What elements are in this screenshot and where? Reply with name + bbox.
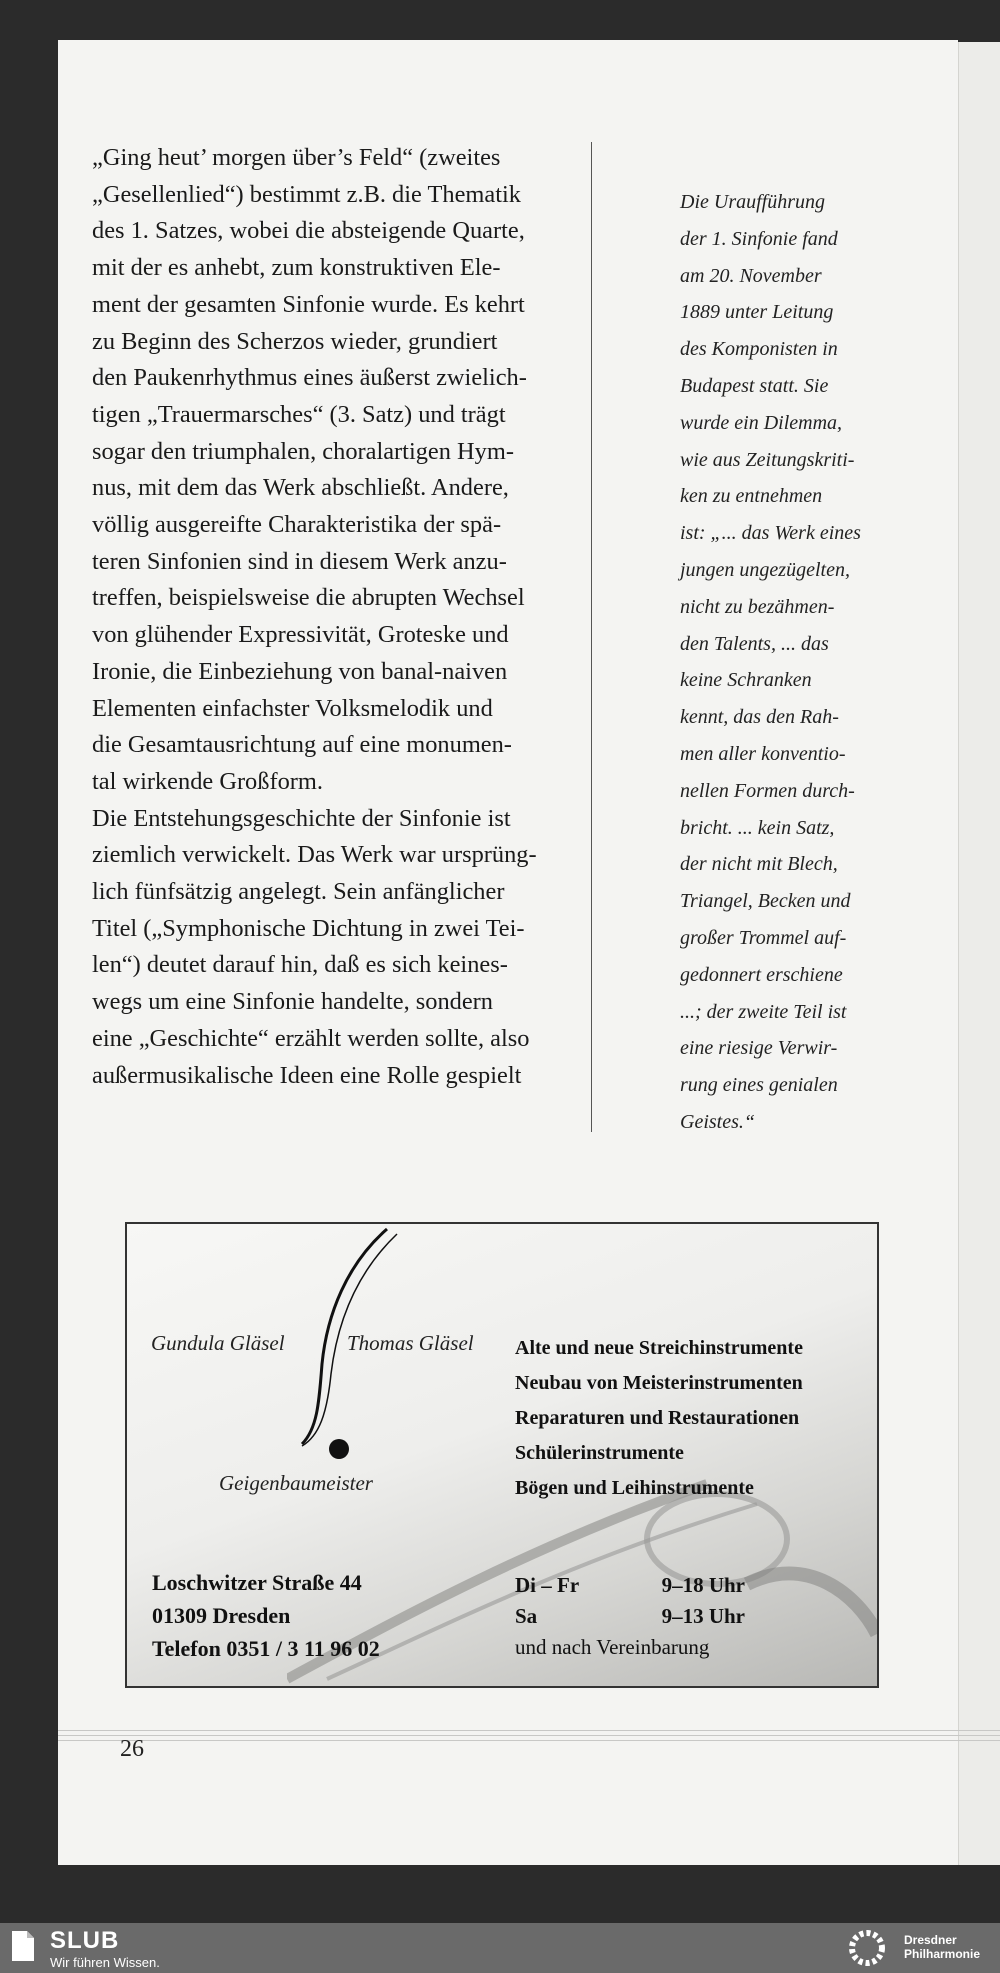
- text-line: von glühender Expressivität, Groteske und: [92, 621, 509, 649]
- sidenote-line: 1889 unter Leitung: [680, 301, 834, 324]
- sidenote-line: ken zu entnehmen: [680, 485, 823, 508]
- street: Loschwitzer Straße 44: [152, 1570, 362, 1595]
- sidenote-line: men aller konventio-: [680, 742, 846, 765]
- text-line: „Ging heut’ morgen über’s Feld“ (zweites: [92, 144, 501, 171]
- text-line: die Gesamtausrichtung auf eine monumen-: [92, 731, 512, 759]
- partner-line1: Dresdner: [904, 1933, 957, 1947]
- text-line: sogar den triumphalen, choralartigen Hym-: [92, 437, 514, 465]
- text-line: des 1. Satzes, wobei die absteigende Quarte,: [92, 217, 525, 245]
- column-divider: [591, 142, 592, 1132]
- service-item: Bögen und Leihinstrumente: [515, 1477, 754, 1499]
- text-line: tigen „Trauermarsches“ (3. Satz) und trägt: [92, 400, 506, 428]
- text-line: ment der gesamten Sinfonie wurde. Es kehrt: [92, 290, 525, 318]
- city: 01309 Dresden: [152, 1603, 291, 1628]
- viewer-footer-bar: [0, 1923, 1000, 1973]
- sidenote-line: ist: „... das Werk eines: [680, 522, 861, 545]
- profession: Geigenbaumeister: [219, 1471, 373, 1495]
- text-line: len“) deutet darauf hin, daß es sich keines-: [92, 951, 508, 979]
- opening-hours: [515, 1570, 745, 1663]
- page-number: 26: [120, 1736, 144, 1762]
- sidenote-line: nellen Formen durch-: [680, 779, 855, 802]
- text-line: den Paukenrhythmus eines äußerst zwielich-: [92, 364, 527, 392]
- sidenote-line: keine Schranken: [680, 669, 812, 692]
- sidenote-line: eine riesige Verwir-: [680, 1037, 838, 1060]
- text-line: treffen, beispielsweise die abrupten Wechsel: [92, 584, 525, 612]
- text-line: eine „Geschichte“ erzählt werden sollte, also: [92, 1024, 530, 1052]
- services-list: [515, 1331, 803, 1506]
- brand-name[interactable]: SLUB: [50, 1927, 120, 1954]
- text-line: lich fünfsätzig angelegt. Sein anfänglicher: [92, 878, 505, 906]
- text-line: Ironie, die Einbeziehung von banal-naiven: [92, 657, 508, 685]
- sidenote-line: Die Uraufführung: [680, 191, 825, 213]
- saturday-time: 9–13 Uhr: [661, 1604, 745, 1628]
- brand-tagline: Wir führen Wissen.: [50, 1955, 160, 1970]
- text-line: „Gesellenlied“) bestimmt z.B. die Thematik: [92, 180, 521, 208]
- philharmonie-logo-icon[interactable]: [842, 1928, 892, 1968]
- text-line: Elementen einfachster Volksmelodik und: [92, 694, 493, 722]
- sidenote-line: rung eines genialen: [680, 1074, 838, 1097]
- sidenote-line: der 1. Sinfonie fand: [680, 227, 838, 250]
- luthier-name-left: Gundula Gläsel: [151, 1331, 285, 1355]
- sidenote-line: Budapest statt. Sie: [680, 374, 829, 397]
- text-line: ziemlich verwickelt. Das Werk war ursprüng-: [92, 841, 537, 869]
- sidenote-line: der nicht mit Blech,: [680, 853, 838, 876]
- footer-rules: [58, 1730, 1000, 1748]
- text-line: wegs um eine Sinfonie handelte, sondern: [92, 988, 493, 1016]
- partner-line2: Philharmonie: [904, 1947, 981, 1961]
- main-text: [92, 140, 637, 1094]
- sidenote-line: den Talents, ... das: [680, 632, 829, 655]
- address-block: [152, 1566, 380, 1665]
- text-line: völlig ausgereifte Charakteristika der spä-: [92, 511, 502, 539]
- sidenote-line: wurde ein Dilemma,: [680, 411, 843, 434]
- sidenote-line: am 20. November: [680, 264, 822, 287]
- sidenote-line: Triangel, Becken und: [680, 890, 851, 913]
- weekday-time: 9–18 Uhr: [661, 1573, 745, 1597]
- partner-name: [904, 1933, 980, 1961]
- text-line: Die Entstehungsgeschichte der Sinfonie ist: [92, 804, 511, 832]
- text-line: teren Sinfonien sind in diesem Werk anzu-: [92, 547, 507, 575]
- text-line: tal wirkende Großform.: [92, 767, 323, 795]
- text-line: außermusikalische Ideen eine Rolle gespielt: [92, 1061, 522, 1089]
- sidenote-line: ...; der zweite Teil ist: [680, 1000, 847, 1023]
- hours-row-weekday: [515, 1570, 745, 1601]
- saturday-label: Sa: [515, 1604, 538, 1628]
- sidenote-line: gedonnert erschiene: [680, 963, 843, 986]
- advertisement: [125, 1222, 879, 1688]
- service-item: Neubau von Meisterinstrumenten: [515, 1372, 803, 1394]
- document-icon: [10, 1929, 36, 1963]
- hours-row-saturday: [515, 1601, 745, 1632]
- sidenote-line: jungen ungezügelten,: [680, 558, 850, 581]
- sidenote-line: wie aus Zeitungskriti-: [680, 448, 855, 471]
- service-item: Alte und neue Streichinstrumente: [515, 1337, 803, 1359]
- service-item: Schülerinstrumente: [515, 1442, 684, 1464]
- sidenote-line: bricht. ... kein Satz,: [680, 816, 835, 839]
- service-item: Reparaturen und Restaurationen: [515, 1407, 800, 1429]
- luthier-name-right: Thomas Gläsel: [347, 1331, 474, 1355]
- sidenote-line: kennt, das den Rah-: [680, 706, 839, 729]
- phone: Telefon 0351 / 3 11 96 02: [152, 1636, 380, 1661]
- sidenote-line: des Komponisten in: [680, 338, 838, 361]
- text-line: nus, mit dem das Werk abschließt. Andere,: [92, 474, 509, 502]
- sidenote-line: Geistes.“: [680, 1110, 755, 1133]
- sidenote-line: großer Trommel auf-: [680, 926, 847, 949]
- sidenote-line: nicht zu bezähmen-: [680, 595, 835, 618]
- page-edge: [958, 42, 1000, 1865]
- hours-note: und nach Vereinbarung: [515, 1635, 710, 1659]
- weekday-label: Di – Fr: [515, 1573, 580, 1597]
- text-line: zu Beginn des Scherzos wieder, grundiert: [92, 327, 498, 355]
- text-line: mit der es anhebt, zum konstruktiven Ele-: [92, 254, 501, 282]
- sidenote: [680, 184, 910, 1141]
- text-line: Titel („Symphonische Dichtung in zwei Tei-: [92, 914, 525, 942]
